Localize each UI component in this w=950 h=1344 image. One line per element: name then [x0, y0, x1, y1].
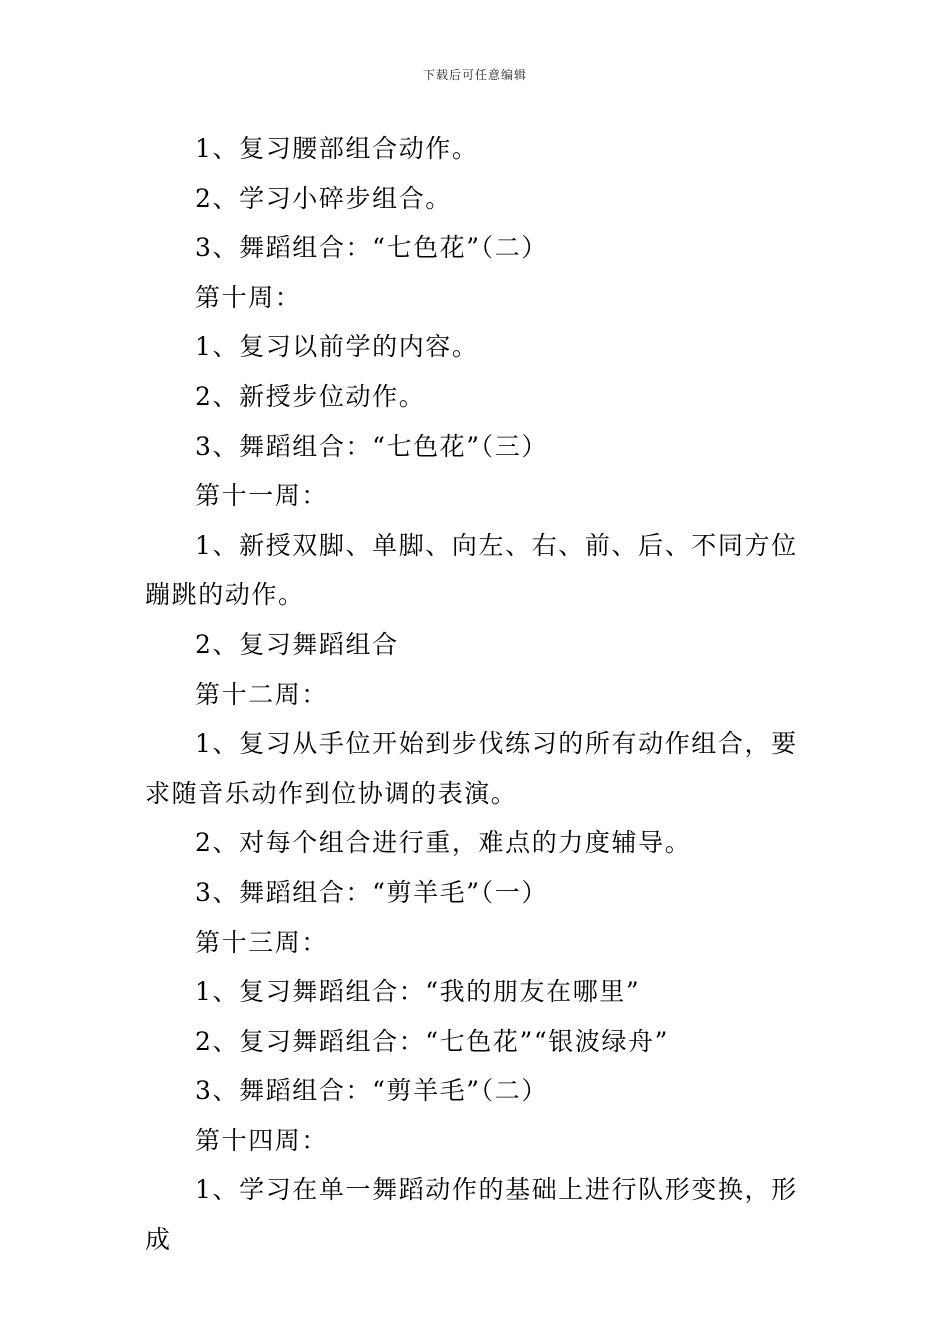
paragraph: 2、新授步位动作。 — [195, 381, 426, 411]
paragraph: 2、对每个组合进行重，难点的力度辅导。 — [195, 828, 692, 858]
paragraph: 3、舞蹈组合：“剪羊毛”（一） — [195, 877, 548, 907]
paragraph: 1、复习舞蹈组合：“我的朋友在哪里” — [195, 977, 641, 1007]
week-heading: 第十周： — [195, 282, 302, 312]
week-heading: 第十二周： — [195, 679, 329, 709]
week-heading: 第十一周： — [195, 481, 329, 511]
header-note: 下载后可任意编辑 — [422, 68, 527, 82]
paragraph: 1、学习在单一舞蹈动作的基础上进行队形变换，形成 — [145, 1175, 798, 1255]
paragraph: 2、复习舞蹈组合 — [195, 629, 399, 659]
paragraph: 1、复习腰部组合动作。 — [195, 134, 479, 163]
paragraph: 3、舞蹈组合：“七色花”（二） — [195, 233, 548, 263]
week-heading: 第十四周： — [195, 1125, 329, 1155]
paragraph: 2、学习小碎步组合。 — [195, 183, 452, 213]
paragraph: 1、新授双脚、单脚、向左、右、前、后、不同方位蹦跳的动作。 — [145, 530, 798, 610]
paragraph: 3、舞蹈组合：“剪羊毛”（二） — [195, 1076, 548, 1106]
paragraph: 2、复习舞蹈组合：“七色花”“银波绿舟” — [195, 1026, 670, 1056]
paragraph: 3、舞蹈组合：“七色花”（三） — [195, 431, 548, 461]
paragraph: 1、复习从手位开始到步伐练习的所有动作组合，要求随音乐动作到位协调的表演。 — [145, 729, 798, 808]
document-body — [145, 124, 810, 1265]
paragraph: 1、复习以前学的内容。 — [195, 332, 479, 362]
week-heading: 第十三周： — [195, 927, 329, 957]
